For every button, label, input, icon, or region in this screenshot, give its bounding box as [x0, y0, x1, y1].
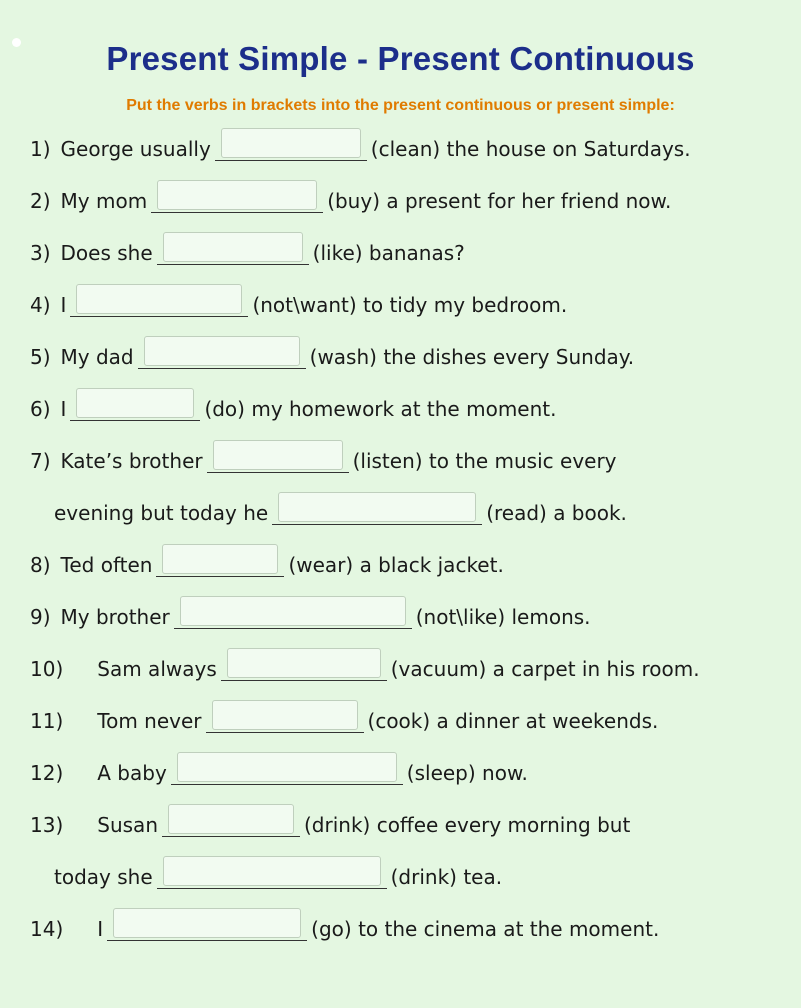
answer-field-13b[interactable] [157, 856, 387, 889]
item-text-after: (do) my homework at the moment. [204, 397, 557, 421]
item-number: 9) [30, 605, 51, 629]
item-number: 3) [30, 241, 51, 265]
exercise-line-14 [30, 910, 659, 944]
exercise-line-13-continued [54, 858, 502, 892]
item-text-after: (clean) the house on Saturdays. [370, 137, 691, 161]
item-text-before: Sam always [97, 657, 217, 681]
answer-field-10[interactable] [221, 648, 387, 681]
item-number: 10) [30, 657, 64, 681]
exercise-line-5 [30, 338, 634, 372]
exercise-line-2 [30, 182, 671, 216]
item-text-after: (not\like) lemons. [415, 605, 591, 629]
item-text-after: (go) to the cinema at the moment. [311, 917, 660, 941]
exercise-line-11 [30, 702, 658, 736]
item-text-before: today she [54, 865, 153, 889]
item-number: 1) [30, 137, 51, 161]
exercise-line-10 [30, 650, 700, 684]
item-text-after: (like) bananas? [312, 241, 465, 265]
item-text-before: My brother [60, 605, 170, 629]
exercise-line-12 [30, 754, 528, 788]
item-number: 7) [30, 449, 51, 473]
item-number: 12) [30, 761, 64, 785]
item-text-before: I [60, 293, 67, 317]
exercise-line-6 [30, 390, 556, 424]
item-text-after: (sleep) now. [406, 761, 528, 785]
item-text-before: My dad [60, 345, 134, 369]
answer-field-4[interactable] [70, 284, 248, 317]
exercise-line-3 [30, 234, 465, 268]
item-text-after: (drink) tea. [390, 865, 503, 889]
exercise-line-7 [30, 442, 617, 476]
answer-field-12[interactable] [171, 752, 403, 785]
answer-field-6[interactable] [70, 388, 200, 421]
item-text-after: (cook) a dinner at weekends. [367, 709, 659, 733]
item-text-before: Susan [97, 813, 158, 837]
item-text-before: Ted often [60, 553, 153, 577]
item-number: 8) [30, 553, 51, 577]
instructions: Put the verbs in brackets into the present continuous or present simple: [126, 97, 675, 114]
item-text-after: (not\want) to tidy my bedroom. [252, 293, 568, 317]
item-text-after: (drink) coffee every morning but [304, 813, 631, 837]
item-text-before: My mom [60, 189, 148, 213]
item-number: 5) [30, 345, 51, 369]
item-text-before: evening but today he [54, 501, 269, 525]
item-text-before: George usually [60, 137, 211, 161]
answer-field-1[interactable] [215, 128, 367, 161]
answer-field-8[interactable] [156, 544, 284, 577]
exercise-line-1 [30, 130, 691, 164]
item-text-before: Does she [60, 241, 153, 265]
item-text-after: (listen) to the music every [352, 449, 617, 473]
answer-field-13a[interactable] [162, 804, 300, 837]
item-text-before: Tom never [97, 709, 202, 733]
answer-field-5[interactable] [138, 336, 306, 369]
exercise-line-9 [30, 598, 591, 632]
page-title: Present Simple - Present Continuous [106, 40, 695, 77]
exercise-line-13 [30, 806, 630, 840]
item-text-after: (read) a book. [486, 501, 627, 525]
item-number: 13) [30, 813, 64, 837]
item-text-before: I [97, 917, 104, 941]
item-text-after: (wash) the dishes every Sunday. [309, 345, 635, 369]
answer-field-7a[interactable] [207, 440, 349, 473]
item-text-before: I [60, 397, 67, 421]
item-number: 2) [30, 189, 51, 213]
answer-field-7b[interactable] [272, 492, 482, 525]
item-text-after: (vacuum) a carpet in his room. [390, 657, 700, 681]
item-text-before: Kate’s brother [60, 449, 203, 473]
answer-field-3[interactable] [157, 232, 309, 265]
answer-field-2[interactable] [151, 180, 323, 213]
item-number: 4) [30, 293, 51, 317]
item-number: 11) [30, 709, 64, 733]
exercise-line-8 [30, 546, 504, 580]
item-text-after: (wear) a black jacket. [288, 553, 504, 577]
answer-field-9[interactable] [174, 596, 412, 629]
item-number: 6) [30, 397, 51, 421]
answer-field-14[interactable] [107, 908, 307, 941]
item-number: 14) [30, 917, 64, 941]
item-text-before: A baby [97, 761, 167, 785]
exercise-line-7-continued [54, 494, 627, 528]
answer-field-11[interactable] [206, 700, 364, 733]
exercise-line-4 [30, 286, 567, 320]
item-text-after: (buy) a present for her friend now. [327, 189, 672, 213]
